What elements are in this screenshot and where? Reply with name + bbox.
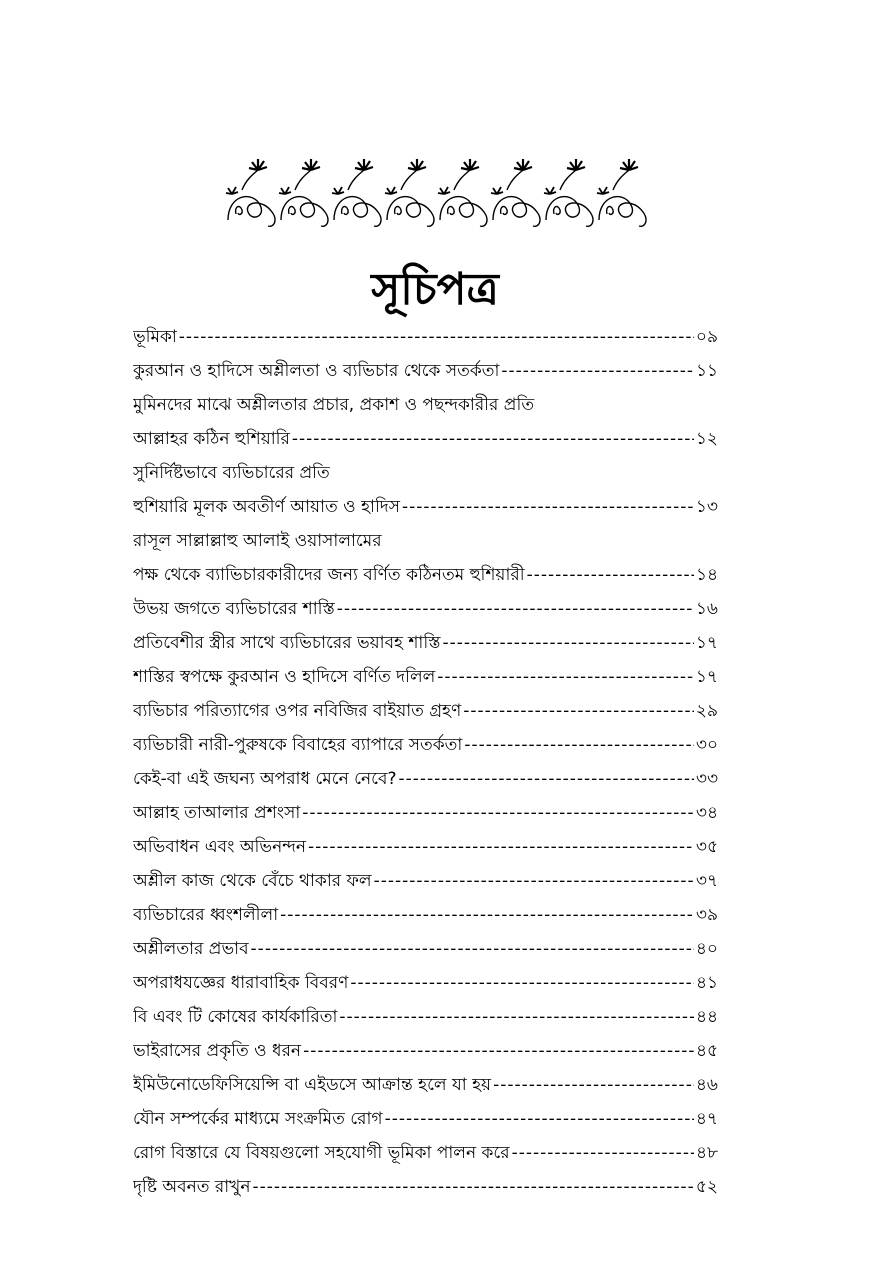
dot-leader bbox=[493, 1068, 694, 1102]
dot-leader bbox=[463, 694, 694, 728]
toc-entry bbox=[133, 796, 718, 830]
toc-entry bbox=[133, 1034, 718, 1068]
dot-leader bbox=[512, 1136, 694, 1170]
toc-entry-title: ব্যভিচারী নারী-পুরুষকে বিবাহের ব্যাপারে সতর্কতা bbox=[133, 735, 463, 755]
toc-entry-page: ১৬ bbox=[695, 599, 718, 619]
dot-leader bbox=[308, 830, 694, 864]
toc-entry-page: ৩৭ bbox=[695, 871, 718, 891]
table-of-contents bbox=[133, 320, 718, 1204]
toc-entry bbox=[133, 728, 718, 762]
dot-leader bbox=[350, 966, 694, 1000]
toc-entry-page: ১১ bbox=[695, 361, 718, 381]
toc-entry-page: ৪৮ bbox=[695, 1143, 718, 1163]
toc-entry-title: কেই-বা এই জঘন্য অপরাধ মেনে নেবে? bbox=[133, 769, 397, 789]
toc-entry-title: ভূমিকা bbox=[133, 327, 177, 347]
toc-entry-title: রাসূল সাল্লাল্লাহু আলাই ওয়াসালামের bbox=[133, 531, 382, 551]
toc-entry-title: অপরাধযজ্ঞের ধারাবাহিক বিবরণ bbox=[133, 973, 349, 993]
toc-entry bbox=[133, 490, 718, 524]
toc-entry-title: বি এবং টি কোষের কার্যকারিতা bbox=[133, 1007, 338, 1027]
dot-leader bbox=[464, 728, 694, 762]
toc-entry-title: প্রতিবেশীর স্ত্রীর সাথে ব্যভিচারের ভয়াবহ শাস্তি bbox=[133, 633, 441, 653]
toc-entry-page: ৪৬ bbox=[695, 1075, 718, 1095]
toc-entry bbox=[133, 422, 718, 456]
toc-entry-title: কুরআন ও হাদিসে অশ্লীলতা ও ব্যভিচার থেকে সতর্কতা bbox=[133, 361, 500, 381]
dot-leader bbox=[292, 422, 694, 456]
toc-entry bbox=[133, 558, 718, 592]
toc-entry bbox=[133, 1136, 718, 1170]
toc-entry bbox=[133, 456, 718, 490]
toc-entry bbox=[133, 966, 718, 1000]
toc-entry-title: উভয় জগতে ব্যভিচারের শাস্তি bbox=[133, 599, 335, 619]
toc-entry-page: ০৯ bbox=[695, 327, 718, 347]
toc-entry-title: রোগ বিস্তারে যে বিষয়গুলো সহযোগী ভূমিকা পালন করে bbox=[133, 1143, 510, 1163]
toc-entry-title: দৃষ্টি অবনত রাখুন bbox=[133, 1177, 251, 1197]
toc-entry-title: অভিবাধন এবং অভিনন্দন bbox=[133, 837, 307, 857]
toc-entry-title: শাস্তির স্বপক্ষে কুরআন ও হাদিসে বর্ণিত দলিল bbox=[133, 667, 436, 687]
dot-leader bbox=[280, 898, 694, 932]
dot-leader bbox=[437, 660, 694, 694]
toc-entry bbox=[133, 1000, 718, 1034]
toc-entry-page: ১৭ bbox=[695, 633, 718, 653]
dot-leader bbox=[385, 1102, 694, 1136]
toc-entry-page: ৩৩ bbox=[695, 769, 718, 789]
toc-entry bbox=[133, 1170, 718, 1204]
toc-entry-page: ৩৯ bbox=[695, 905, 718, 925]
dot-leader bbox=[527, 558, 694, 592]
toc-entry bbox=[133, 864, 718, 898]
toc-entry bbox=[133, 932, 718, 966]
toc-entry bbox=[133, 592, 718, 626]
toc-entry bbox=[133, 320, 718, 354]
toc-entry bbox=[133, 388, 718, 422]
toc-entry-title: আল্লাহর কঠিন হুশিয়ারি bbox=[133, 429, 290, 449]
toc-entry-page: ৪০ bbox=[695, 939, 718, 959]
toc-entry-title: ব্যভিচারের ধ্বংশলীলা bbox=[133, 905, 279, 925]
toc-entry-title: যৌন সম্পর্কের মাধ্যমে সংক্রমিত রোগ bbox=[133, 1109, 383, 1129]
toc-entry bbox=[133, 694, 718, 728]
toc-entry-title: হুশিয়ারি মূলক অবতীর্ণ আয়াত ও হাদিস bbox=[133, 497, 400, 517]
dot-leader bbox=[303, 1034, 694, 1068]
page-title: সূচিপত্র bbox=[371, 264, 499, 315]
toc-entry-page: ১৩ bbox=[695, 497, 718, 517]
toc-entry bbox=[133, 626, 718, 660]
toc-entry-page: ৪১ bbox=[695, 973, 718, 993]
dot-leader bbox=[302, 796, 694, 830]
toc-entry bbox=[133, 830, 718, 864]
toc-entry-title: ইমিউনোডেফিসিয়েন্সি বা এইডসে আক্রান্ত হলে যা হয় bbox=[133, 1075, 492, 1095]
dot-leader bbox=[251, 932, 694, 966]
toc-entry-page: ৫২ bbox=[695, 1177, 718, 1197]
toc-entry-title: অশ্লীলতার প্রভাব bbox=[133, 939, 249, 959]
dot-leader bbox=[399, 762, 694, 796]
toc-entry-page: ৩৫ bbox=[695, 837, 718, 857]
toc-entry bbox=[133, 1068, 718, 1102]
dot-leader bbox=[374, 864, 694, 898]
dot-leader bbox=[442, 626, 693, 660]
toc-entry-page: ৩৪ bbox=[695, 803, 718, 823]
dot-leader bbox=[252, 1170, 693, 1204]
dot-leader bbox=[337, 592, 694, 626]
toc-entry-page: ১২ bbox=[695, 429, 718, 449]
dot-leader bbox=[339, 1000, 694, 1034]
toc-entry-page: ১৪ bbox=[695, 565, 718, 585]
toc-entry-title: পক্ষ থেকে ব্যাভিচারকারীদের জন্য বর্ণিত কঠিনতম হুশিয়ারী bbox=[133, 565, 525, 585]
toc-entry-title: মুমিনদের মাঝে অশ্লীলতার প্রচার, প্রকাশ ও পছন্দকারীর প্রতি bbox=[133, 395, 535, 415]
toc-entry-title: ভাইরাসের প্রকৃতি ও ধরন bbox=[133, 1041, 302, 1061]
toc-entry-page: ২৯ bbox=[695, 701, 718, 721]
toc-entry-title: সুনির্দিষ্টভাবে ব্যভিচারের প্রতি bbox=[133, 463, 330, 483]
dot-leader bbox=[179, 320, 694, 354]
toc-entry-title: আল্লাহ তাআলার প্রশংসা bbox=[133, 803, 301, 823]
toc-entry-title: ব্যভিচার পরিত্যাগের ওপর নবিজির বাইয়াত গ্রহণ bbox=[133, 701, 462, 721]
toc-entry-title: অশ্লীল কাজ থেকে বেঁচে থাকার ফল bbox=[133, 871, 372, 891]
toc-entry-page: ১৭ bbox=[695, 667, 718, 687]
toc-entry bbox=[133, 762, 718, 796]
toc-entry bbox=[133, 524, 718, 558]
dot-leader bbox=[501, 354, 694, 388]
toc-entry bbox=[133, 1102, 718, 1136]
toc-entry bbox=[133, 898, 718, 932]
floral-ornament bbox=[222, 150, 652, 230]
dot-leader bbox=[402, 490, 694, 524]
toc-entry-page: ৩০ bbox=[695, 735, 718, 755]
toc-entry-page: ৪৫ bbox=[695, 1041, 718, 1061]
toc-entry-page: ৪৭ bbox=[695, 1109, 718, 1129]
toc-entry bbox=[133, 354, 718, 388]
toc-entry bbox=[133, 660, 718, 694]
toc-entry-page: ৪৪ bbox=[695, 1007, 718, 1027]
